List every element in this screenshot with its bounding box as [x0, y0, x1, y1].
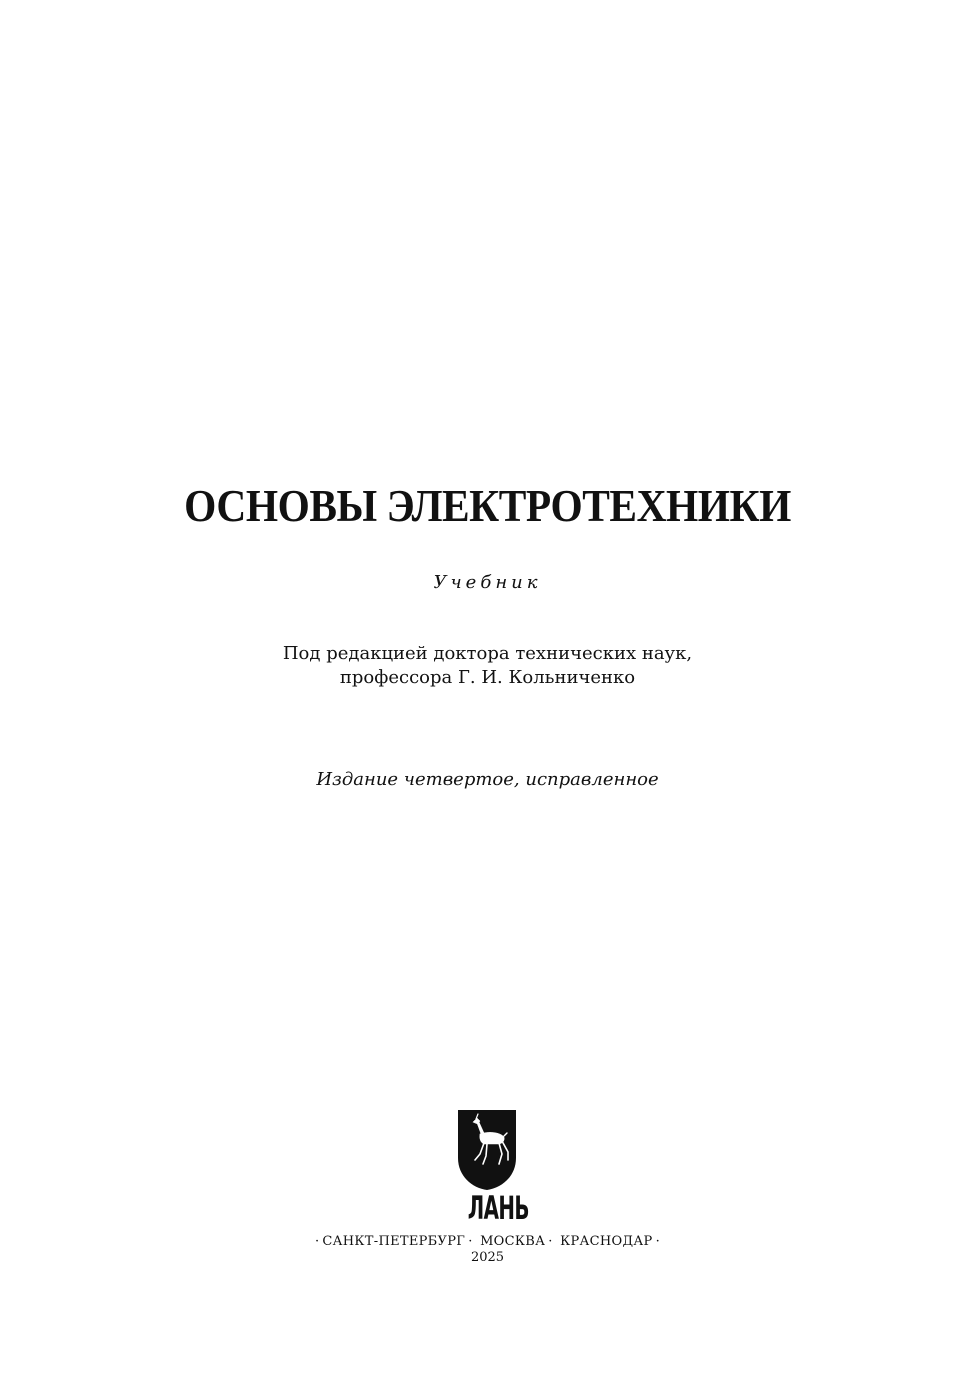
city-1: САНКТ-ПЕТЕРБУРГ [322, 1234, 466, 1249]
editor-line-1: Под редакцией доктора технических наук, [282, 643, 693, 664]
publication-year: 2025 [470, 1250, 505, 1265]
book-subtitle: Учебник [433, 572, 542, 593]
book-title: ОСНОВЫ ЭЛЕКТРОТЕХНИКИ [184, 480, 791, 531]
city-3: КРАСНОДАР [560, 1234, 653, 1249]
publisher-logo-text: ЛАНЬ [467, 1189, 529, 1227]
doe-shield-icon [456, 1108, 518, 1192]
publisher-cities [0, 1234, 975, 1249]
editor-line-2: профессора Г. И. Кольниченко [339, 667, 636, 688]
separator-dot: · [468, 1234, 473, 1249]
separator-dot: · [314, 1234, 320, 1249]
editor-credit [0, 642, 975, 690]
separator-dot: · [548, 1234, 553, 1249]
edition-note: Издание четвертое, исправленное [316, 769, 659, 790]
city-2: МОСКВА [480, 1234, 546, 1249]
separator-dot: · [655, 1234, 661, 1249]
